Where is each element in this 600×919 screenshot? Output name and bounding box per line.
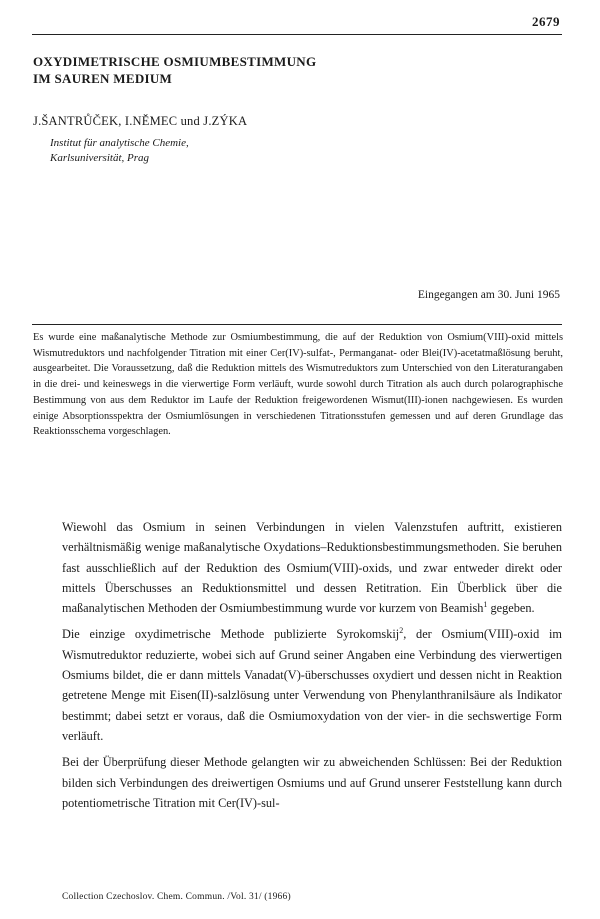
institute (50, 136, 189, 166)
title-line-1: OXYDIMETRISCHE OSMIUMBESTIMMUNG (33, 54, 317, 69)
institute-line-2: Karlsuniversität, Prag (50, 152, 150, 164)
page-number: 2679 (532, 14, 560, 29)
header-rule (32, 34, 562, 35)
paragraph-1-text: Wiewohl das Osmium in seinen Verbindungen in vielen Valenzstufen auftritt, existieren verhältnismäßig wenige maßanalytische Oxydations–Reduktionsbestimmungsmethoden. Sie beruhen fast ausschließlich auf der Reduktion des Osmium(VIII)-oxids, und zwar entweder direkt oder mittels Überschusses an Reduktionsmittel und dessen Retitration. Ein Überblick über die maßanalytischen Methoden der Osmiumbestimmung wurde vor kurzem von Beamish (62, 520, 562, 616)
institute-line-1: Institut für analytische Chemie, (50, 137, 189, 149)
article-title (33, 53, 553, 87)
authors: J.ŠANTRŮČEK, I.NĚMEC und J.ZÝKA (33, 114, 248, 128)
reference-marker: 2 (399, 626, 404, 636)
received-date: Eingegangen am 30. Juni 1965 (417, 289, 560, 301)
journal-citation: Collection Czechoslov. Chem. Commun. /Vol. 31/ (1966) (62, 892, 291, 902)
reference-marker: 1 (483, 600, 488, 610)
paragraph-1-tail: gegeben. (487, 601, 535, 616)
abstract: Es wurde eine maßanalytische Methode zur Osmiumbestimmung, die auf der Reduktion von Osmium(VIII)-oxid mittels Wismutreduktors und nachfolgender Titration mit einer Cer(IV)-sulfat-, Permanganat- oder Blei(IV)-acetatmaßlösung beruht, ausgearbeitet. Die Voraussetzung, daß die Reduktion mittels des Wismutreduktors zum Unterschied von den Literaturangaben in die drei- und keineswegs in die vierwertige Form verläuft, wurde sowohl durch Titration als auch durch polarographische Bestimmung von aus dem Reduktor im Laufe der Reduktion freigewordenen Wismut(III)-ionen nachgewiesen. Es wurden einige Absorptionsspektra der Osmiumlösungen in verschiedenen Titrationsstufen gemessen und auf deren Grundlage das Reaktionsschema vorgeschlagen. (33, 332, 563, 438)
title-line-2: IM SAUREN MEDIUM (33, 71, 173, 86)
article-body (62, 517, 562, 819)
paragraph-1 (62, 517, 562, 618)
paragraph-2 (62, 624, 562, 746)
paragraph-2-tail: , der Osmium(VIII)-oxid im Wismutreduktor reduzierte, wobei sich auf Grund seiner Angaben eine Verbindung des vierwertigen Osmiums bildet, die er dann mittels Vanadat(V)-überschusses oxydiert und dessen nicht in Reaktion getretene Menge mit Eisen(II)-salzlösung unter Verwendung von Phenylanthranilsäure als Indikator bestimmt; dabei setzt er voraus, daß die Osmiumoxydation von der vier- in die sechswertige Form verläuft. (62, 627, 562, 743)
paragraph-3: Bei der Überprüfung dieser Methode gelangten wir zu abweichenden Schlüssen: Bei der Reduktion bilden sich Verbindungen des dreiwertigen Osmiums und auf Grund unserer Feststellung kann durch potentiometrische Titration mit Cer(IV)-sul- (62, 755, 562, 810)
paragraph-2-text: Die einzige oxydimetrische Methode publizierte Syrokomskij (62, 627, 400, 642)
abstract-rule (32, 324, 562, 325)
